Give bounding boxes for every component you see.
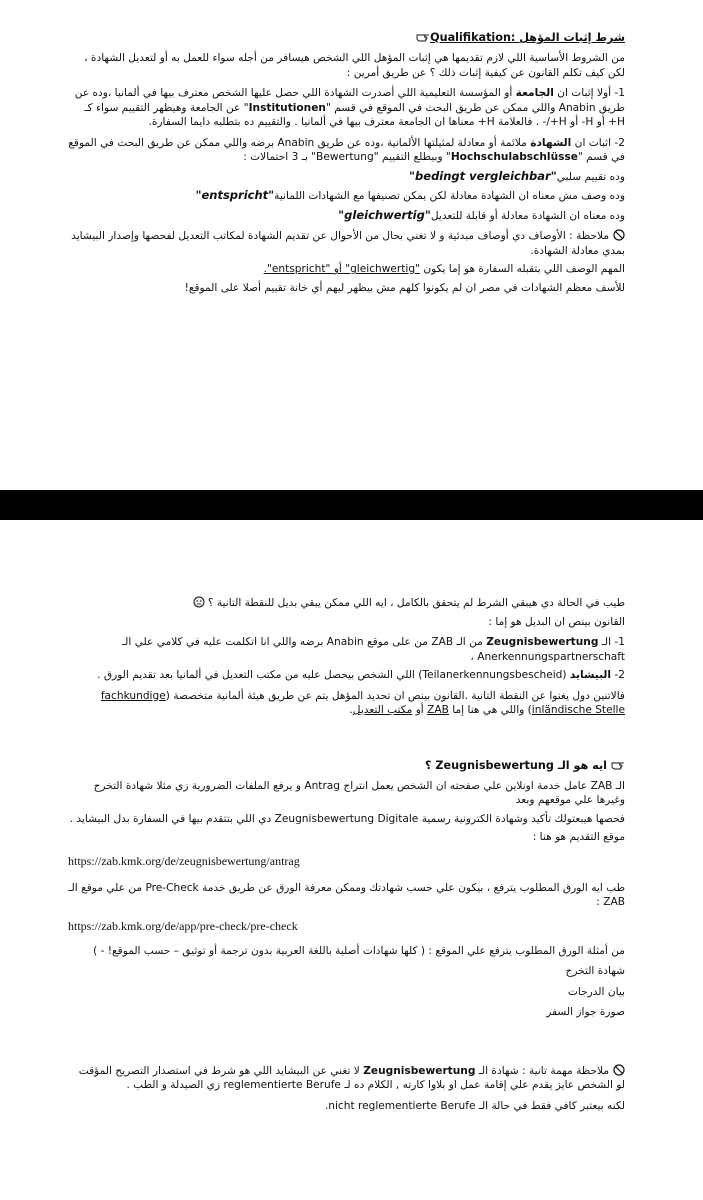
precheck-paragraph: طب ايه الورق المطلوب يترفع ، بيكون علي حسب شهادتك وممكن معرفة الورق عن طريق خدمة Pre-Check من علي موقع الـ ZAB : bbox=[68, 881, 625, 908]
item-1-bold-institutionen: Institutionen bbox=[248, 101, 326, 114]
zeugnisbewertung-heading: ايه هو الـ Zeugnisbewertung ؟ bbox=[68, 758, 625, 773]
regret-paragraph: للأسف معظم الشهادات في مصر ان لم يكونوا كلهم مش بيظهر ليهم أي خانة تقييم أصلا على الموقع! bbox=[184, 281, 625, 294]
document-item: شهادة التخرج bbox=[565, 965, 625, 977]
office-underlined: مكتب التعديل bbox=[352, 704, 413, 716]
final-paragraph: لكنه بيعتبر كافي فقط في حالة الـ nicht reglementierte Berufe. bbox=[324, 1099, 625, 1112]
alternative-explanation: فالاتنين دول يغنوا عن النقطة التانية .القانون بينص ان تحديد المؤهل يتم عن طريق هيئة ألمانية متخصصة (fachkundige inländische Stelle) واللي هي هنا إما ZAB أو مكتب التعديل. bbox=[100, 689, 625, 716]
fachkundige-stelle: fachkundige inländische Stelle bbox=[100, 689, 625, 716]
alternative-1: 1- الـ Zeugnisbewertung من الـ ZAB من على موقع Anabin برضه واللي انا اتكلمت عليه في كلامي علي الـ Anerkennungspartnerschaft ، bbox=[122, 636, 625, 663]
page-2-content bbox=[68, 596, 625, 1117]
alternative-question: طيب في الحالة دي هيبقي الشرط لم يتحقق بالكامل ، ايه اللي ممكن يبقي بديل للنقطة التانية ؟ bbox=[68, 596, 625, 611]
documents-intro: من أمثلة الورق المطلوب يترفع علي الموقع : ( كلها شهادات أصلية باللغة العربية بدون ترجمة أو توثيق – حسب الموقع! - ) bbox=[93, 944, 625, 957]
item-1-bold-university: الجامعة bbox=[515, 87, 554, 99]
thinking-face-icon bbox=[193, 596, 205, 608]
intro-paragraph: من الشروط الأساسية اللي لازم تقديمها هي إثبات المؤهل اللي الشخص هيسافر من أجله سواء للعمل به أو لتعديل الشهادة ، لكن كيف تكلم القانون عن كيفية إثبات ذلك ؟ عن طريق أمرين : bbox=[84, 52, 625, 79]
prohibited-icon bbox=[613, 229, 625, 241]
important-note-2: ملاحظة مهمة تانية : شهادة الـ Zeugnisbewertung لا تغني عن البيشايد اللي هو شرط في استصدار التصريح المؤقت لو الشخص عايز يقدم علي إقامة عمل او بلاوا كارته , الكلام ده لـ reglementierte Berufe زي الصيدلة و الطب . bbox=[78, 1064, 625, 1091]
page-1-content bbox=[68, 30, 625, 299]
antrag-link[interactable]: https://zab.kmk.org/de/zeugnisbewertung/antrag bbox=[68, 853, 300, 868]
document-page-1 bbox=[0, 0, 703, 490]
rating-entspricht: وده وصف مش معناه ان الشهادة معادلة لكن يمكن تصنيفها مع الشهادات اللمانية"entspricht" bbox=[195, 188, 625, 202]
precheck-link[interactable]: https://zab.kmk.org/de/app/pre-check/pre-check bbox=[68, 918, 298, 933]
qualifikation-heading bbox=[68, 30, 625, 45]
zab-underlined: ZAB bbox=[427, 704, 449, 716]
document-page-2 bbox=[0, 520, 703, 1200]
item-2-bold-hochschulabschluesse: Hochschulabschlüsse bbox=[450, 151, 578, 163]
accepted-ratings-paragraph: المهم الوصف اللي بتقبله السفارة هو إما يكون "gleichwertig" أو "entspricht". bbox=[263, 263, 625, 275]
pointing-hand-icon bbox=[416, 31, 430, 43]
item-2-bold-certificate: الشهادة bbox=[530, 136, 572, 149]
apply-label: موقع التقديم هو هنا : bbox=[532, 831, 625, 843]
law-alternative: القانون بينص ان البديل هو إما : bbox=[488, 615, 625, 628]
rating-gleichwertig: وده معناه ان الشهادة معادلة أو قابلة للتعديل"gleichwertig" bbox=[338, 207, 625, 222]
page-separator bbox=[0, 490, 703, 520]
document-item: صورة جواز السفر bbox=[546, 1006, 625, 1018]
document-item: بيان الدرجات bbox=[567, 985, 625, 998]
pointing-hand-icon bbox=[611, 759, 625, 771]
qualifikation-heading-text: Qualifikation: شرط إثبات المؤهل bbox=[430, 31, 625, 44]
note-paragraph: ملاحظة : الأوصاف دي أوصاف مبدئية و لا تغني بحال من الأحوال عن تقديم الشهادة لمكاتب التعديل لفحصها وإصدار البيشايد بمدي معادلة الشهادة. bbox=[71, 230, 625, 257]
rating-bedingt-vergleichbar: وده تقييم سلبي"bedingt vergleichbar" bbox=[409, 168, 625, 183]
digital-certificate-paragraph: فحصها هيبعتولك تأكيد وشهادة الكترونية رسمية Zeugnisbewertung Digitale دي اللي بتتقدم بيها في السفارة بدل البيشايد . bbox=[69, 812, 625, 825]
item-2-paragraph: 2- اثبات ان الشهادة ملائمة أو معادلة لمثيلتها الألمانية ،وده عن طريق Anabin برضه واللي ممكن عن طريق البحث في الموقع في قسم "Hochschulabschlüsse" وبيطلع التقييم "Bewertung" بـ 3 احتمالات : bbox=[68, 136, 625, 163]
item-1-paragraph: 1- أولا إثبات ان الجامعة أو المؤسسة التعليمية اللي أصدرت الشهادة اللي حصل عليها الشخص معترف بيها في ألمانيا ،وده عن طريق Anabin واللي ممكن عن طريق البحث في الموقع في قسم "Institutionen" عن الجامعة وهيظهر التقييم سواء كـ H+ أو H- أو H+/- . فالعلامة H+ معناها ان الجامعة معترف بيها في ألمانيا . والتقييم ده بتطلبه دايما السفارة. bbox=[74, 87, 625, 128]
accepted-ratings-underlined: "gleichwertig" أو "entspricht". bbox=[263, 263, 420, 275]
alternative-2: 2- البيشايد (Teilanerkennungsbescheid) اللي الشخص بيحصل عليه من مكتب التعديل في ألمانيا بعد تقديم الورق . bbox=[97, 669, 625, 681]
prohibited-icon bbox=[613, 1064, 625, 1076]
zab-service-paragraph: الـ ZAB عامل خدمة اونلاين علي صفحته ان الشخص يعمل انتراج Antrag و يرفع الملفات الضرورية زي مثلا شهادة التخرج وغيرها علي موقعهم وبعد bbox=[93, 779, 625, 806]
